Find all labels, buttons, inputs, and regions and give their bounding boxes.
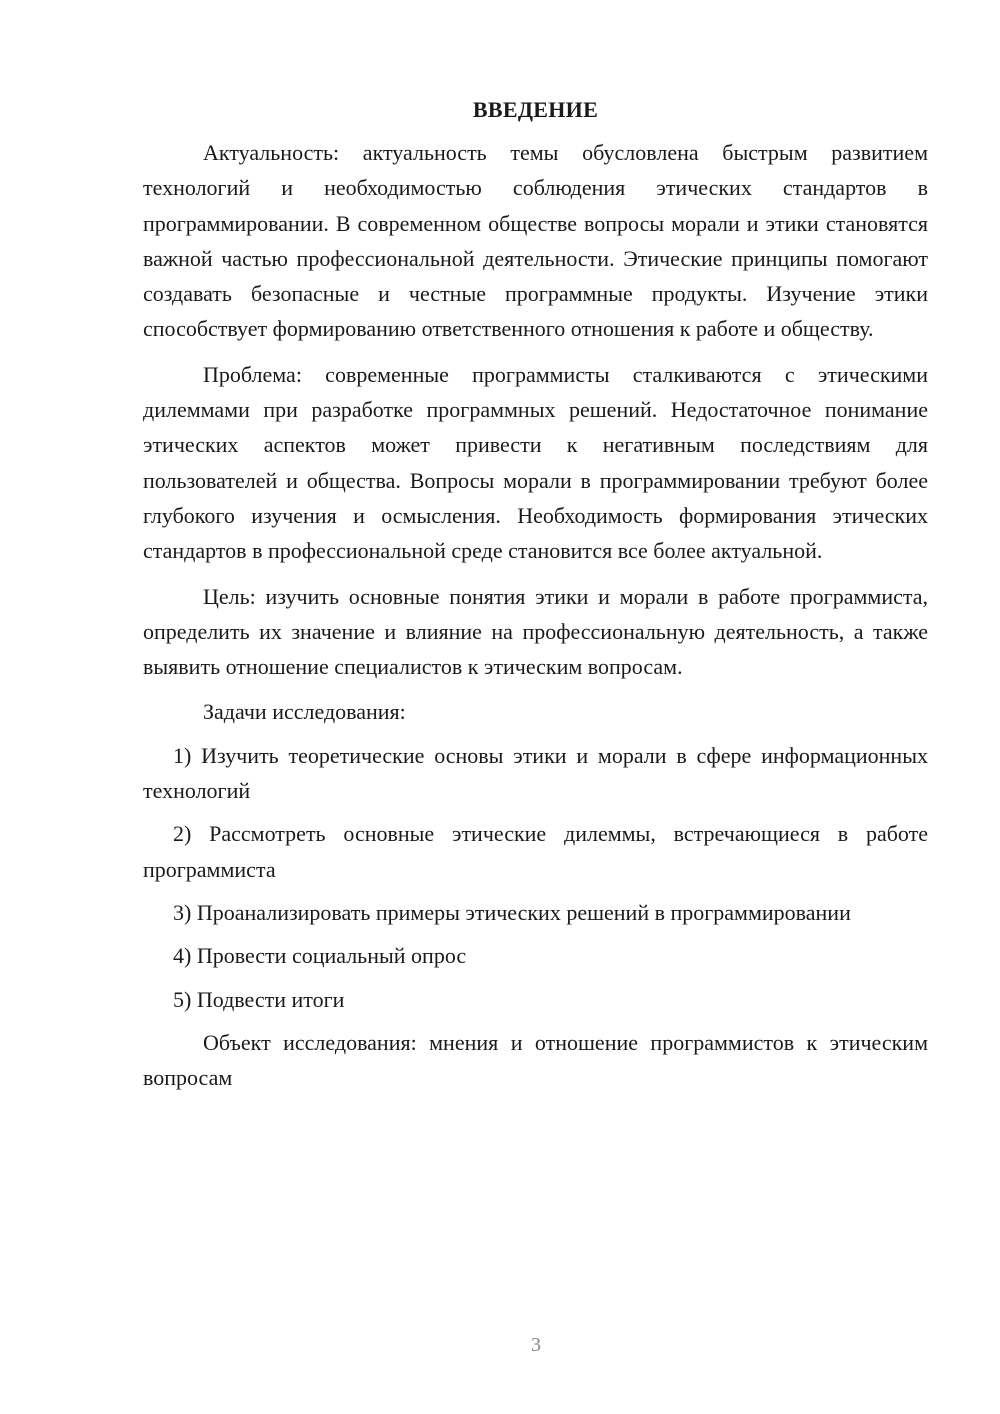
page-number: 3 — [531, 1334, 541, 1356]
page-title: ВВЕДЕНИЕ — [472, 97, 599, 122]
task-item-2: 2) Рассмотреть основные этические дилеммы, встречающиеся в работе программиста — [143, 821, 928, 882]
paragraph-object: Объект исследования: мнения и отношение программистов к этическим вопросам — [143, 1029, 928, 1091]
paragraph-goal: Цель: изучить основные понятия этики и морали в работе программиста, определить их значение и влияние на профессиональную деятельность, а также выявить отношение специалистов к этическим вопросам. — [143, 583, 928, 680]
document-page — [143, 92, 928, 1105]
task-item-4: 4) Провести социальный опрос — [173, 943, 467, 969]
paragraph-problem: Проблема: современные программисты сталкиваются с этическими дилеммами при разработке программных решений. Недостаточное понимание этических аспектов может привести к негативным последствиям для пользователей и общества. Вопросы морали в программировании требуют более глубокого изучения и осмысления. Необходимость формирования этических стандартов в профессиональной среде становится все более актуальной. — [143, 361, 928, 564]
task-item-3: 3) Проанализировать примеры этических решений в программировании — [173, 899, 851, 925]
task-item-5: 5) Подвести итоги — [173, 986, 345, 1012]
paragraph-relevance: Актуальность: актуальность темы обусловлена быстрым развитием технологий и необходимостью соблюдения этических стандартов в программировании. В современном обществе вопросы морали и этики становятся важной частью профессиональной деятельности. Этические принципы помогают создавать безопасные и честные программные продукты. Изучение этики способствует формированию ответственного отношения к работе и обществу. — [143, 140, 928, 342]
task-item-1: 1) Изучить теоретические основы этики и морали в сфере информационных технологий — [143, 742, 928, 804]
tasks-heading: Задачи исследования: — [203, 699, 406, 725]
